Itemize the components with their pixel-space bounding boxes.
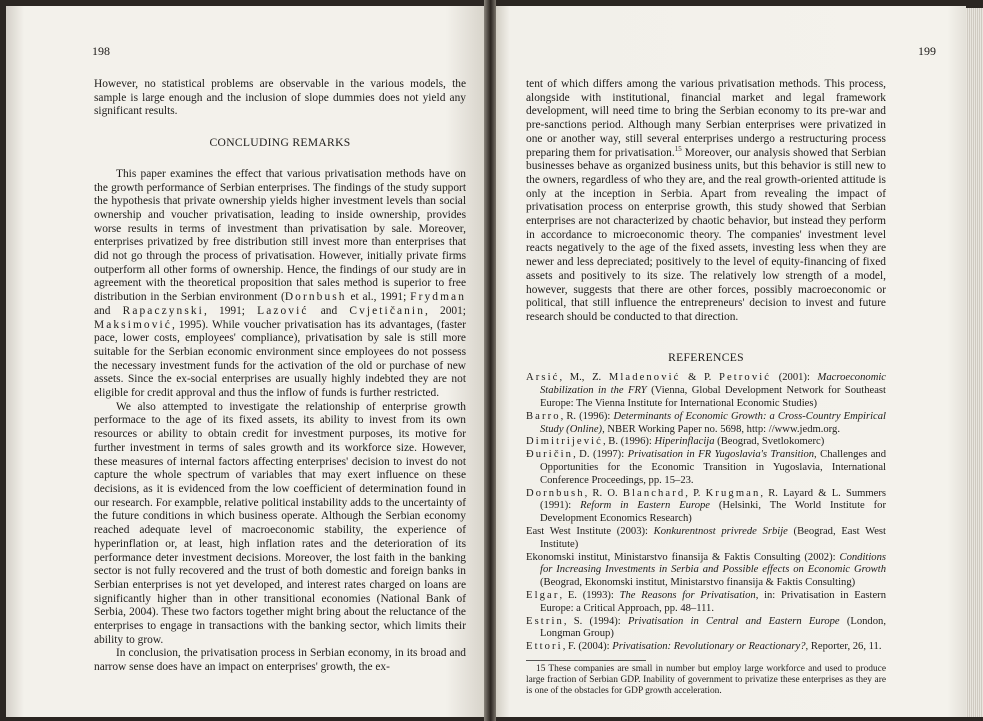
reference-item: Estrin, S. (1994): Privatisation in Central and Eastern Europe (London, Longman Group) [526,615,886,640]
paragraph-intro: However, no statistical problems are observable in the various models, the sample is large enough and the inclusion of slope dummies does not yield any significant results. [94,78,466,118]
page-edges [966,8,983,717]
left-page [6,6,484,717]
right-page [496,6,966,717]
references-heading: REFERENCES [668,350,744,364]
paragraph-findings: This paper examines the effect that various privatisation methods have on the growth performance of Serbian enterprises. The findings of the study support the hypothesis that private ownership yields higher investment levels than social ownership and voucher privatisation, leading to inside ownership, provides worse results in terms of investment than privatisation by sale. Moreover, enterprises privatized by free distribution still invest more than enterprises that did not go through the process of privatisation. However, initially private firms outperform all other forms of ownership. Hence, the findings of our study are in agreement with the theoretical proposition that sales method is superior to free distribution in the Serbian environment (Dornbush et al., 1991; Frydman and Rapaczynski, 1991; Lazović and Cvjetičanin, 2001; Maksimović, 1995). While voucher privatisation has its advantages, (faster pace, lower costs, employees' compliance), privatisation by sale is still more suitable for the Serbian economic environment since employees do not possess the necessary investment funds for the activation of the old or purchase of new assets. Since the ex-social enterprises are usually highly indebted they are not eligible for credit approval and thus the inflow of funds is further restricted. [94,167,466,400]
reference-item: Ekonomski institut, Ministarstvo finansija & Faktis Consulting (2002): Conditions for Increasing Investments in Serbia and Possible effects on Economic Growth (Beograd, Ekonomski institut, Ministarstvo finansija & Faktis Consulting) [526,551,887,589]
section-heading-conclusions: CONCLUDING REMARKS [209,136,351,150]
references-list [526,372,886,654]
citation-author: Maksimović [94,318,172,331]
right-page-text [526,78,886,697]
reference-item: Arsić, M., Z. Mladenović & P. Petrović (2001): Macroeconomic Stabilization in the FRY (Vienna, Global Development Network for Southeast Europe: The Vienna Institute for International Economic Studies) [526,372,886,409]
citation-author: Lazović [257,304,309,317]
paragraph-continuation: tent of which differs among the various privatisation methods. This process, alongside with institutional, financial market and legal framework development, will need time to bring the Serbian economy to its pre-war and pre-sanctions period. Although many Serbian enterprises were privatized in one or another way, still several enterprises undergo a restructuring process preparing them for privatisation.$^{15}$ Moreover, our analysis showed that Serbian businesses behave as organized business units, but this behavior is still new to the owners, regardless of who they are, and the real growth-oriented attitude is only at the inception in Serbia. Apart from revealing the impact of privatisation process on enterprise growth, this study showed that Serbian enterprises are not characterized by chaotic behavior, but instead they perform in accordance to microeconomic theory. The companies' investment level reacts negatively to the age of the fixed assets, investing less when they are newer and less depreciated; positively to the level of equity-financing of fixed assets and positively to its size. The relatively low strength of a model, however, suggests that there are other forces, possibly macroeconomic or political, that still influence the entrepreneurs' decision to invest and future research should be conducted to that direction. [526,78,886,323]
reference-item: Ettori, F. (2004): Privatisation: Revolutionary or Reactionary?, Reporter, 26, 11. [526,641,882,653]
reference-item: Barro, R. (1996): Determinants of Economic Growth: a Cross-Country Empirical Study (Online), NBER Working Paper no. 5698, http: //www.jedm.org. [526,410,886,435]
reference-item: Elgar, E. (1993): The Reasons for Privatisation, in: Privatisation in Eastern Europe: a Critical Approach, pp. 48–111. [526,589,886,614]
paragraph-growth-factors: We also attempted to investigate the relationship of enterprise growth performace to the age of its fixed assets, its ability to invest from its own resources or ability to obtain credit for investment purposes, its motive for further investment in terms of sales growth and its workforce size. However, these measures of internal factors affecting enterprises' decision to invest do not capture the whole spectrum of variables that may exert influence on these decisions, as it is evidenced from the low coefficient of determination found in our research. For exampble, relative political instability adds to the uncertainty of the future conditions in which business operate. Although the Serbian economy reached adequate level of macroeconomic stability, the experience of hyperinflation or, at least, high inflation rates and the deterioration of its performance deter investment decisions. Moreover, the lost faith in the banking sector is not fully recovered and the trust of both domestic and foreign banks in Serbian enterprises is not yet developed, and interest rates charged on loans are significantly higher than in other transitional economies (National Bank of Serbia, 2004). These two factors together might bring about the reluctance of the enterprises to engage in transactions with the banking sector, which limits their ability to grow. [94,400,466,646]
citation-author: Cvjetičanin [349,304,425,317]
footnote-divider [526,660,646,661]
footnote-marker: 15 [674,144,682,153]
paragraph-conclusion: In conclusion, the privatisation process in Serbian economy, in its broad and narrow sense does have an impact on enterprises' growth, the ex- [94,647,466,674]
reference-item: Dornbush, R. O. Blanchard, P. Krugman, R. Layard & L. Summers (1991): Reform in Eastern Europe (Helsinki, The World Institute for Development Economics Research) [526,487,887,525]
reference-item: East West Institute (2003): Konkurentnost privrede Srbije (Beograd, East West Institute) [526,525,886,550]
book-gutter [484,0,496,721]
citation-author: Rapaczynski [122,304,204,317]
reference-item: Đuričin, D. (1997): Privatisation in FR Yugoslavia's Transition, Challenges and Opportunities for the Economic Transition in Yugoslavia, International Conference Proceedings, pp. 15–23. [526,449,886,486]
citation-author: Frydman [410,291,466,304]
page-number-right: 199 [918,44,936,58]
citation-author: Dornbush [284,291,347,304]
reference-item: Dimitrijević, B. (1996): Hiperinflacija (Beograd, Svetlokomerc) [526,436,825,448]
left-page-text [94,78,466,675]
footnote-15: 15 These companies are small in number but employ large workforce and used to produce large fraction of Serbian GDP. Inability of government to privatize these enterprises as they are is one of the obstacles for GDP growth acceleration. [526,663,886,696]
page-number-left: 198 [92,44,110,58]
